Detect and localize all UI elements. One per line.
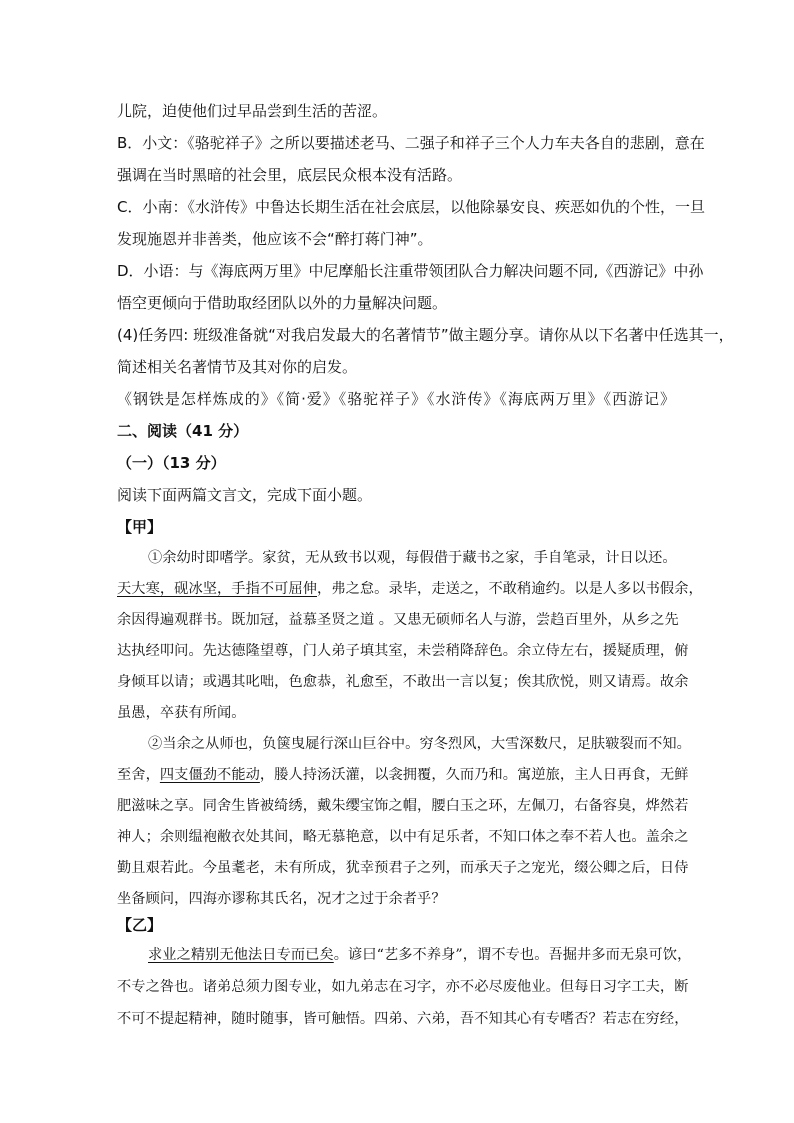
text-line: 儿院，迫使他们过早品尝到生活的苦涩。 [117,102,388,120]
jia-paragraph-2-line [117,765,689,785]
jia-paragraph-2-line: 肥滋味之享。同舍生皆被绮绣，戴朱缨宝饰之帽，腰白玉之环，左佩刀，右备容臭，烨然若 [117,798,689,814]
passage-label-jia: 【甲】 [117,518,163,536]
option-d-line-2: 悟空更倾向于借助取经团队以外的力量解决问题。 [117,294,448,312]
reading-instruction: 阅读下面两篇文言文，完成下面小题。 [117,486,373,504]
option-c-line-2: 发现施恩并非善类，他应该不会“醉打蒋门神”。 [117,230,433,248]
text-span: ，弗之怠。录毕，走送之，不敢稍逾约。以是人多以书假余， [317,581,703,597]
jia-paragraph-2-line: ②当余之从师也，负箧曳屣行深山巨谷中。穷冬烈风，大雪深数尺，足肤皲裂而不知。 [148,736,691,752]
jia-paragraph-1-line [117,579,703,599]
underlined-sentence: 求业之精别无他法日专而已矣 [148,947,334,963]
yi-paragraph-line [148,945,692,965]
book-list: 《钢铁是怎样炼成的》《简·爱》《骆驼祥子》《水浒传》《海底两万里》《西游记》 [117,390,675,408]
underlined-sentence: 天大寒，砚冰坚，手指不可屈伸 [117,581,318,597]
jia-paragraph-1-line: 身倾耳以请；或遇其叱咄，色愈恭，礼愈至，不敢出一言以复；俟其欣悦，则又请焉。故余 [117,674,689,690]
option-b-line-1: B．小文：《骆驼祥子》之所以要描述老马、二强子和祥子三个人力车夫各自的悲剧，意在 [117,134,705,152]
option-b-line-2: 强调在当时黑暗的社会里，底层民众根本没有活路。 [117,166,463,184]
jia-paragraph-2-line: 坐备顾问，四海亦谬称其氏名，况才之过于余者乎？ [117,891,446,907]
passage-label-yi: 【乙】 [117,916,163,934]
yi-paragraph-line: 不可不提起精神，随时随事，皆可触悟。四弟、六弟，吾不知其心有专嗜否？若志在穷经， [117,1011,689,1027]
option-c-line-1: C．小南：《水浒传》中鲁达长期生活在社会底层，以他除暴安良、疾恶如仇的个性，一旦 [117,198,705,216]
jia-paragraph-1-line: 余因得遍观群书。既加冠，益慕圣贤之道 。又患无硕师名人与游，尝趋百里外，从乡之先 [117,612,679,628]
jia-paragraph-1-line: 达执经叩问。先达德隆望尊，门人弟子填其室，未尝稍降辞色。余立侍左右，援疑质理，俯 [117,643,689,659]
text-span: 至舍， [117,767,160,783]
jia-paragraph-1-line: 虽愚，卒获有所闻。 [117,705,246,721]
text-span: ，媵人持汤沃灌，以衾拥覆，久而乃和。寓逆旅，主人日再食，无鲜 [259,767,689,783]
subsection-heading: （一）（13 分） [117,454,226,472]
yi-paragraph-line: 不专之咎也。诸弟总须力图专业，如九弟志在习字，亦不必尽废他业。但每日习字工夫，断 [117,979,689,995]
section-heading: 二、阅读（41 分） [117,422,249,440]
jia-paragraph-2-line: 神人；余则缊袍敝衣处其间，略无慕艳意，以中有足乐者，不知口体之奉不若人也。盖余之 [117,829,689,845]
jia-paragraph-2-line: 勤且艰若此。今虽耄老，未有所成，犹幸预君子之列，而承天子之宠光，缀公卿之后，日侍 [117,860,689,876]
underlined-sentence: 四支僵劲不能动 [159,767,260,783]
jia-paragraph-1-line: ①余幼时即嗜学。家贫，无从致书以观，每假借于藏书之家，手自笔录，计日以还。 [148,550,677,566]
task-four-line-2: 简述相关名著情节及其对你的启发。 [117,358,358,376]
text-span: 。谚曰“艺多不养身”，谓不专也。吾掘井多而无泉可饮， [333,947,692,963]
task-four-line-1: (4)任务四: 班级准备就“对我启发最大的名著情节”做主题分享。请你从以下名著中任选其一， [117,326,734,344]
option-d-line-1: D．小语：与《海底两万里》中尼摩船长注重带领团队合力解决问题不同,《西游记》中孙 [117,262,704,280]
